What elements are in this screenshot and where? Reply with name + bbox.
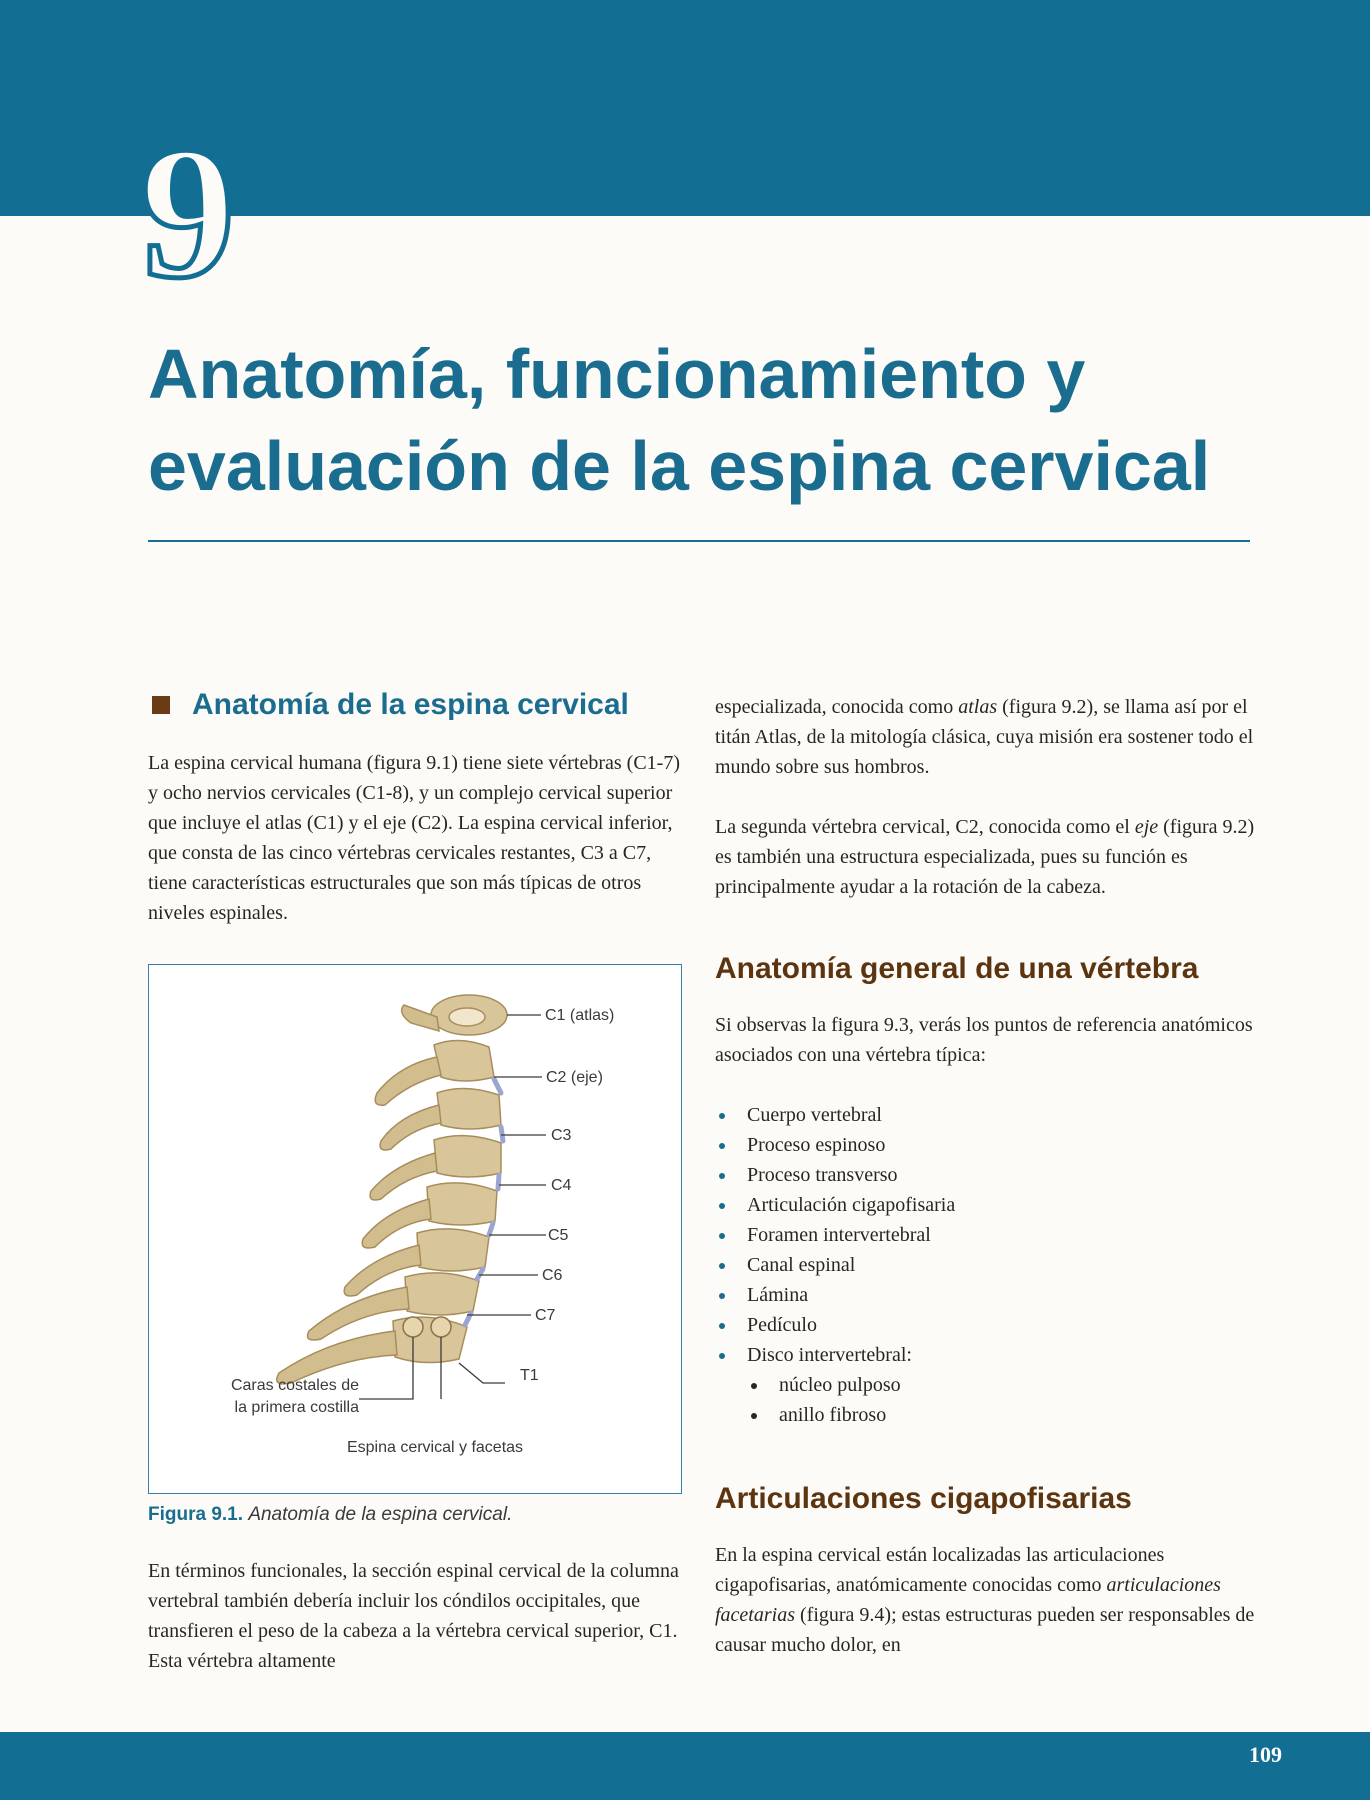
- axis-text-a: La segunda vértebra cervical, C2, conocida como el: [715, 816, 1135, 838]
- figure-caption-label: Figura 9.1.: [148, 1504, 244, 1525]
- cervical-spine-illustration: [149, 965, 681, 1493]
- list-item: Canal espinal: [715, 1250, 1255, 1280]
- atlas-text-a: especializada, conocida como: [715, 696, 959, 718]
- facet-term: articulaciones facetarias: [715, 1574, 1221, 1626]
- label-c2: C2 (eje): [546, 1069, 603, 1086]
- figure-9-1: [148, 964, 682, 1494]
- figure-inner-caption: Espina cervical y facetas: [346, 1439, 524, 1456]
- atlas-text-b: (figura 9.2), se llama así por el titán Atlas, de la mitología clásica, cuya misión era sostener todo el mundo sobre sus hombros.: [715, 696, 1254, 778]
- label-c7: C7: [535, 1307, 556, 1324]
- atlas-paragraph: [715, 692, 1255, 782]
- left-column: [148, 688, 688, 928]
- facet-text-b: (figura 9.4); estas estructuras pueden ser responsables de causar mucho dolor, en: [715, 1604, 1255, 1656]
- landmarks-list: [715, 1100, 1255, 1370]
- label-c4: C4: [551, 1177, 572, 1194]
- list-item: Disco intervertebral:: [715, 1340, 1255, 1370]
- list-item: Lámina: [715, 1280, 1255, 1310]
- subheading-vertebra-anatomy: Anatomía general de una vértebra: [715, 952, 1199, 985]
- facet-text-a: En la espina cervical están localizadas las articulaciones cigapofisarias, anatómicamente conocidas como: [715, 1544, 1165, 1596]
- label-facets-line1: Caras costales de: [230, 1377, 359, 1394]
- label-c3: C3: [551, 1127, 572, 1144]
- axis-paragraph: [715, 812, 1255, 902]
- left-column-bottom: [148, 1556, 688, 1676]
- facet-joints-paragraph: [715, 1540, 1255, 1660]
- subheading-facet-joints: Articulaciones cigapofisarias: [715, 1482, 1132, 1515]
- sub-list-item: núcleo pulposo: [715, 1370, 1255, 1400]
- list-item: Articulación cigapofisaria: [715, 1190, 1255, 1220]
- label-c5: C5: [548, 1227, 569, 1244]
- chapter-number: 9: [140, 108, 235, 318]
- spine-drawing: [277, 995, 546, 1399]
- intro-paragraph: La espina cervical humana (figura 9.1) tiene siete vértebras (C1-7) y ocho nervios cervicales (C1-8), y un complejo cervical superior que incluye el atlas (C1) y el eje (C2). La espina cervical inferior, que consta de las cinco vértebras cervicales restantes, C3 a C7, tiene características estructurales que son más típicas de otros niveles espinales.: [148, 752, 680, 924]
- list-item: Cuerpo vertebral: [715, 1100, 1255, 1130]
- figure-caption-text: Anatomía de la espina cervical.: [248, 1504, 513, 1525]
- title-divider: [148, 540, 1250, 542]
- axis-term: eje: [1134, 816, 1159, 838]
- square-bullet-icon: [152, 696, 170, 714]
- axis-text-b: (figura 9.2) es también una estructura especializada, pues su función es principalmente ayudar a la rotación de la cabeza.: [715, 816, 1255, 898]
- landmarks-paragraph: Si observas la figura 9.3, verás los puntos de referencia anatómicos asociados con una vértebra típica:: [715, 1014, 1253, 1066]
- figure-caption: [148, 1504, 512, 1526]
- bottom-banner: [0, 1732, 1370, 1800]
- chapter-title: Anatomía, funcionamiento y evaluación de la espina cervical: [148, 335, 1211, 505]
- page-number: 109: [1249, 1742, 1282, 1767]
- section-heading-text: Anatomía de la espina cervical: [192, 688, 629, 721]
- label-c6: C6: [542, 1267, 563, 1284]
- label-c1: C1 (atlas): [545, 1007, 615, 1024]
- right-column: [715, 692, 1255, 1660]
- section-heading: [148, 688, 688, 722]
- label-facets-line2: la primera costilla: [234, 1399, 359, 1416]
- list-item: Pedículo: [715, 1310, 1255, 1340]
- list-item: Proceso espinoso: [715, 1130, 1255, 1160]
- sub-list-item: anillo fibroso: [715, 1400, 1255, 1430]
- atlas-term: atlas: [958, 696, 998, 718]
- list-item: Proceso transverso: [715, 1160, 1255, 1190]
- list-item: Foramen intervertebral: [715, 1220, 1255, 1250]
- label-t1: T1: [520, 1367, 539, 1384]
- functional-paragraph: En términos funcionales, la sección espinal cervical de la columna vertebral también debería incluir los cóndilos occipitales, que transfieren el peso de la cabeza a la vértebra cervical superior, C1. Esta vértebra altamente: [148, 1560, 679, 1672]
- disc-sublist: [715, 1370, 1255, 1430]
